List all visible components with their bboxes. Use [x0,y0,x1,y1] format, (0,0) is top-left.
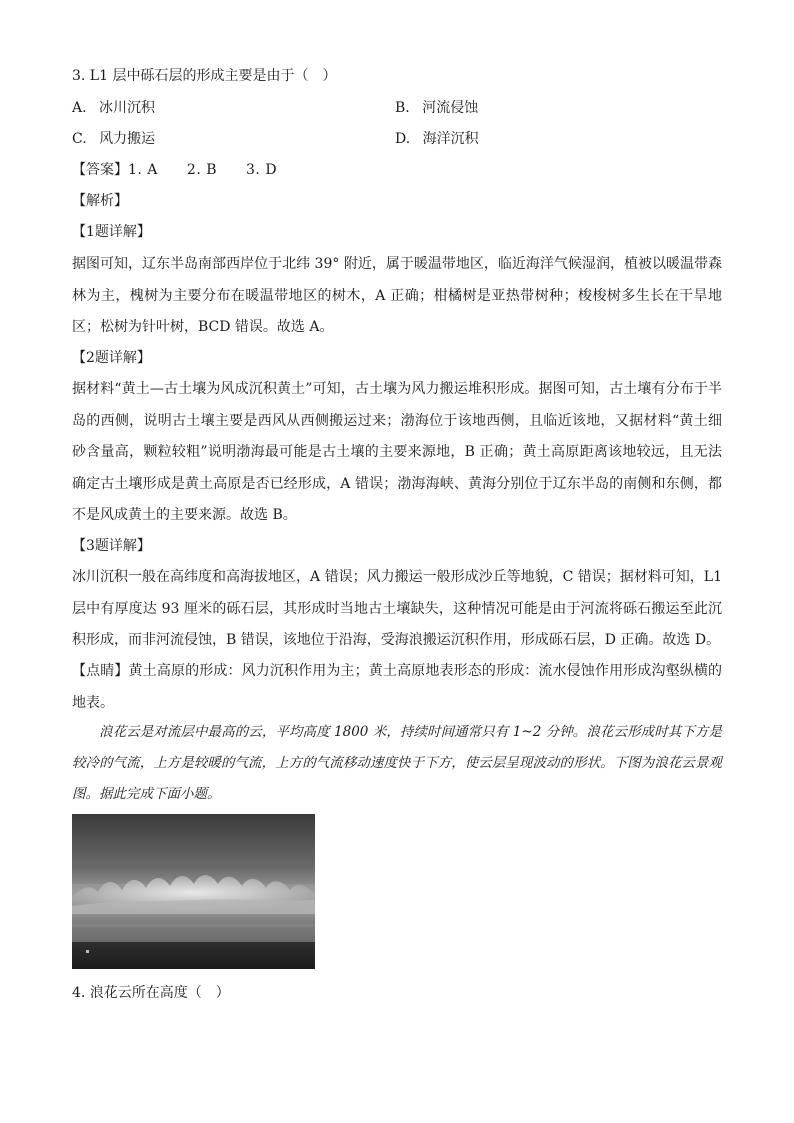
question-3-stem: 3. L1 层中砾石层的形成主要是由于（ ） [72,68,337,84]
point-tag: 【点睛】 [72,663,129,679]
detail-1-tag: 【1题详解】 [72,224,151,240]
detail-2-text: 据材料“黄土—古土壤为风成沉积黄土”可知，古土壤为风力搬运堆积形成。据图可知，古土壤有分布于半岛的西侧，说明古土壤主要是西风从西侧搬运过来；渤海位于该地西侧，且临近该地，又据材料“黄土细砂含量高，颗粒较粗”说明渤海最可能是古土壤的主要来源地，B 正确；黄土高原距离该地较远，且无法确定古土壤形成是黄土高原是否已经形成，A 错误；渤海海峡、黄海分别位于辽东半岛的南侧和东侧，都不是风成黄土的主要来源。故选 B。 [72,381,722,523]
option-text: 河流侵蚀 [422,100,479,116]
question-4-stem: 4. 浪花云所在高度（ ） [72,985,230,1001]
analysis-tag: 【解析】 [72,193,128,209]
detail-3-tag: 【3题详解】 [72,538,151,554]
detail-3-text: 冰川沉积一般在高纬度和高海拔地区，A 错误；风力搬运一般形成沙丘等地貌，C 错误；据材料可知，L1 层中有厚度达 93 厘米的砾石层，其形成时当地古土壤缺失，这种情况可能是由于河流将砾石搬运至此沉积形成，而非河流侵蚀，B 错误，该地位于沿海，受海浪搬运沉积作用，形成砾石层，D 正确。故选 D。 [72,569,722,648]
answer-tag: 【答案】 [72,162,128,178]
point-block [72,656,722,719]
point-text: 黄土高原的形成：风力沉积作用为主；黄土高原地表形态的形成：流水侵蚀作用形成沟壑纵横的地表。 [72,663,723,711]
cloud-photo [72,814,315,969]
option-text: 冰川沉积 [99,100,156,116]
option-d [395,129,479,149]
detail-2-tag: 【2题详解】 [72,350,151,366]
option-letter: A. [72,100,87,116]
option-b [395,98,478,118]
option-c [72,129,155,149]
option-text: 海洋沉积 [422,131,479,147]
answer-line [72,160,277,180]
material-passage: 浪花云是对流层中最高的云，平均高度 1800 米，持续时间通常只有 1~2 分钟。浪花云形成时其下方是较冷的气流，上方是较暖的气流，上方的气流移动速度快于下方，使云层呈现波动的形状。下图为浪花云景观图。据此完成下面小题。 [72,724,722,802]
option-text: 风力搬运 [99,131,156,147]
option-letter: C. [72,131,87,147]
answer-text: 1. A 2. B 3. D [128,162,278,178]
detail-1-text: 据图可知，辽东半岛南部西岸位于北纬 39° 附近，属于暖温带地区，临近海洋气候湿润，植被以暖温带森林为主，槐树为主要分布在暖温带地区的树木，A 正确；柑橘树是亚热带树种；梭梭树多生长在干旱地区；松树为针叶树，BCD 错误。故选 A。 [72,256,722,335]
option-a [72,98,155,118]
option-letter: D. [395,131,411,147]
option-letter: B. [395,100,410,116]
